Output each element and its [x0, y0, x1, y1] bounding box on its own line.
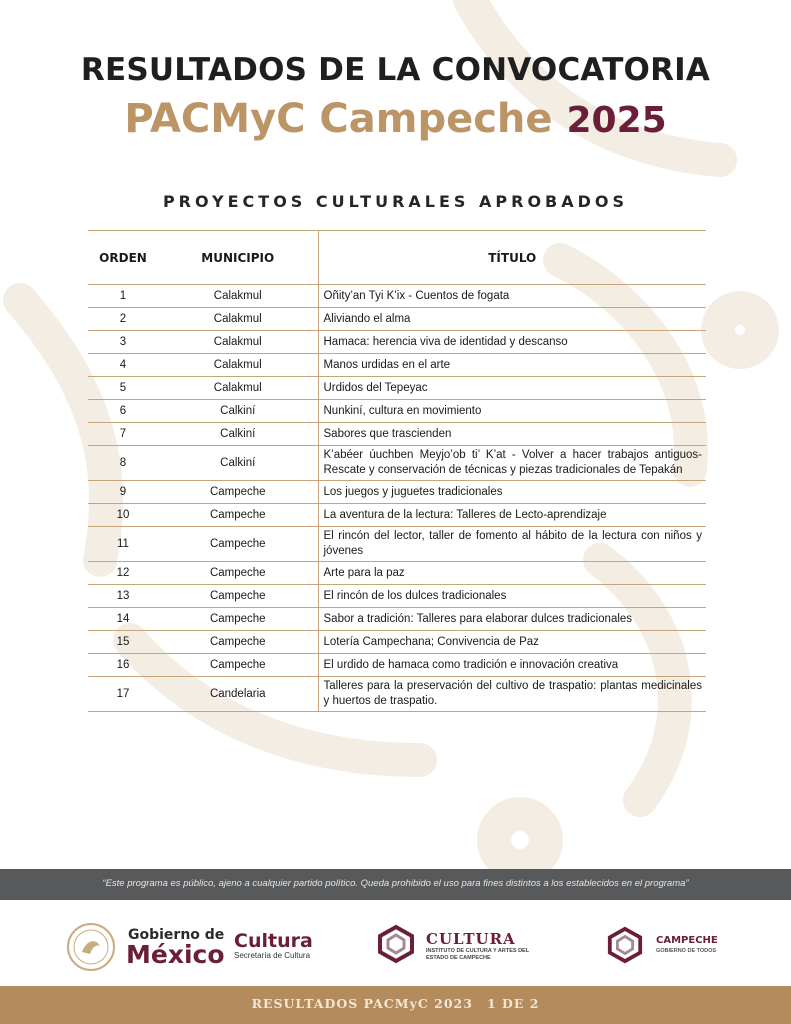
table-row [88, 331, 706, 354]
table-row [88, 527, 706, 562]
table-row [88, 446, 706, 481]
table-row [88, 654, 706, 677]
row-orden: 1 [88, 285, 158, 308]
instituto-cultura-subtitle: INSTITUTO DE CULTURA Y ARTES DEL ESTADO DE CAMPECHE [426, 948, 529, 961]
row-titulo: Manos urdidas en el arte [318, 354, 706, 377]
row-orden: 16 [88, 654, 158, 677]
row-titulo: El urdido de hamaca como tradición e innovación creativa [318, 654, 706, 677]
row-municipio: Campeche [158, 481, 318, 504]
table-row [88, 354, 706, 377]
row-titulo: Aliviando el alma [318, 308, 706, 331]
results-table [88, 230, 706, 712]
campeche-logo-subtitle: GOBIERNO DE TODOS [656, 948, 717, 954]
row-titulo: Los juegos y juguetes tradicionales [318, 481, 706, 504]
row-orden: 14 [88, 608, 158, 631]
row-municipio: Campeche [158, 631, 318, 654]
row-orden: 7 [88, 423, 158, 446]
row-municipio: Calakmul [158, 377, 318, 400]
row-municipio: Campeche [158, 654, 318, 677]
row-municipio: Calakmul [158, 331, 318, 354]
secretaria-cultura-subtitle: Secretaría de Cultura [234, 951, 311, 960]
row-orden: 4 [88, 354, 158, 377]
row-orden: 3 [88, 331, 158, 354]
row-titulo: Lotería Campechana; Convivencia de Paz [318, 631, 706, 654]
table-row [88, 308, 706, 331]
column-header-orden: ORDEN [88, 231, 158, 285]
row-orden: 9 [88, 481, 158, 504]
row-orden: 15 [88, 631, 158, 654]
secretaria-cultura-logo: Cultura [234, 930, 313, 952]
row-titulo: La aventura de la lectura: Talleres de Lecto-aprendizaje [318, 504, 706, 527]
footer [0, 996, 791, 1011]
logos-bar [0, 910, 791, 984]
row-orden: 12 [88, 562, 158, 585]
column-header-municipio: MUNICIPIO [158, 231, 318, 285]
table-header-row [88, 231, 706, 285]
footer-label: RESULTADOS PACMyC 2023 [251, 996, 473, 1011]
row-titulo: Oñity’an Tyi K’ix - Cuentos de fogata [318, 285, 706, 308]
gobierno-mexico-logo-line1: Gobierno de [128, 927, 225, 943]
table-row [88, 562, 706, 585]
table-row [88, 631, 706, 654]
table-row [88, 608, 706, 631]
table-row [88, 504, 706, 527]
program-name: PACMyC Campeche [124, 96, 553, 142]
row-orden: 10 [88, 504, 158, 527]
row-titulo: Hamaca: herencia viva de identidad y descanso [318, 331, 706, 354]
table-row [88, 585, 706, 608]
row-titulo: Nunkiní, cultura en movimiento [318, 400, 706, 423]
table-row [88, 423, 706, 446]
row-municipio: Calkiní [158, 423, 318, 446]
table-row [88, 400, 706, 423]
row-orden: 2 [88, 308, 158, 331]
disclaimer-text: “Este programa es público, ajeno a cualquier partido político. Queda prohibido el uso para fines distintos a los establecidos en el programa” [102, 878, 689, 889]
instituto-cultura-logo: CULTURA [426, 930, 516, 948]
row-orden: 5 [88, 377, 158, 400]
table-row [88, 677, 706, 712]
campeche-logo: CAMPECHE [656, 935, 718, 946]
row-municipio: Calakmul [158, 354, 318, 377]
page-number: 1 DE 2 [486, 996, 540, 1011]
section-subtitle: PROYECTOS CULTURALES APROBADOS [162, 192, 629, 211]
campeche-gobierno-icon [606, 926, 644, 964]
row-orden: 11 [88, 527, 158, 562]
row-titulo: Sabor a tradición: Talleres para elaborar dulces tradicionales [318, 608, 706, 631]
row-municipio: Campeche [158, 527, 318, 562]
row-titulo: El rincón de los dulces tradicionales [318, 585, 706, 608]
row-municipio: Campeche [158, 608, 318, 631]
row-municipio: Calkiní [158, 400, 318, 423]
row-municipio: Calkiní [158, 446, 318, 481]
mexico-seal-icon [66, 922, 116, 972]
row-orden: 6 [88, 400, 158, 423]
gobierno-mexico-logo-line2: México [126, 940, 225, 969]
table-row [88, 285, 706, 308]
program-year: 2025 [566, 100, 667, 141]
row-municipio: Calakmul [158, 308, 318, 331]
row-municipio: Candelaria [158, 677, 318, 712]
row-orden: 17 [88, 677, 158, 712]
row-titulo: Arte para la paz [318, 562, 706, 585]
document-title: RESULTADOS DE LA CONVOCATORIA [80, 52, 711, 88]
program-title [0, 96, 791, 142]
row-orden: 13 [88, 585, 158, 608]
row-titulo: El rincón del lector, taller de fomento al hábito de la lectura con niños y jóvenes [318, 527, 706, 562]
column-header-titulo: TÍTULO [318, 231, 706, 285]
row-titulo: Urdidos del Tepeyac [318, 377, 706, 400]
row-municipio: Campeche [158, 562, 318, 585]
table-row [88, 481, 706, 504]
instituto-cultura-icon [376, 924, 416, 964]
row-titulo: Talleres para la preservación del cultivo de traspatio: plantas medicinales y huertos de traspatio. [318, 677, 706, 712]
row-titulo: K’abéer úuchben Meyjo’ob ti’ K’at - Volver a hacer trabajos antiguos- Rescate y conservación de técnicas y piezas tradicionales de Tepakán [318, 446, 706, 481]
row-orden: 8 [88, 446, 158, 481]
row-municipio: Campeche [158, 504, 318, 527]
row-municipio: Calakmul [158, 285, 318, 308]
table-row [88, 377, 706, 400]
row-titulo: Sabores que trascienden [318, 423, 706, 446]
row-municipio: Campeche [158, 585, 318, 608]
